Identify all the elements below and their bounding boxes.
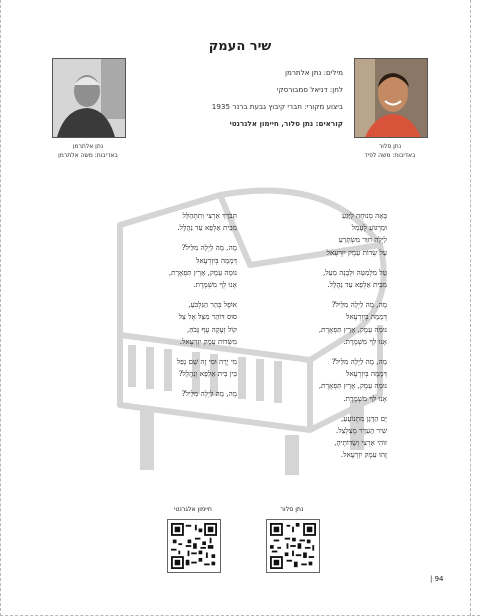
qr-code-natan-slor[interactable] [266,519,320,573]
original-performance-credit: ביצוע מקורי: חברי קיבוץ גבעת ברנר 1935 [211,102,343,111]
photo-natan-slor [354,58,428,138]
qr-code-icon [270,523,316,569]
caption-left [43,142,133,160]
credits-block [138,64,343,132]
stanza [112,242,237,291]
lyric-line: וּמַרְגּוֹעַ לֶעָמֵל [351,223,387,233]
photo-right-credit: באדיבות: משה לפיד [364,152,416,159]
lyric-line: קוֹל זְעָקָה עָף גָּבֹהַּ, [186,324,237,334]
stanza [112,356,237,380]
qr-code-icon [171,523,217,569]
lyric-line: נוּמָה עֵמֶק, אֶרֶץ תִּפְאֶרֶת, [168,267,237,277]
lyric-line: מִשְּׂדוֹת עֵמֶק יִזְרְעֶאל. [179,336,237,346]
photo-right-name: נתן סלור [378,143,402,150]
stanza [262,210,387,259]
portrait-older-man-icon [53,59,125,137]
lyric-line: מָה, מָה לַיְלָה מִלֵּילֹ? [331,357,387,367]
stanza [262,267,387,291]
lyric-line: בָּאָה מְנוּחָה לַיָּגֵעַ [342,211,387,220]
readers-credit: קוראים: נתן סלור, חיימון אלגרנטי [229,119,343,128]
lyric-line: אָנוּ לְךָ מִשְׁמֶרֶת. [343,393,387,403]
lyric-line: נוּמָה עֵמֶק, אֶרֶץ תִּפְאֶרֶת, [318,381,387,391]
qr-code-chaimon-elgranti[interactable] [167,519,221,573]
lyric-line: מָה, מָה לַיְלָה מִלֵּילֹ? [181,389,237,399]
photo-natan-alterman [52,58,126,138]
lyric-line: דְּמָמָה בְּיִזְרְעֶאל [345,312,387,322]
lyric-line: יָם הַדָּגָן מִתְנוֹעֵעַ, [341,413,387,423]
photo-left-name: נתן אלתרמן [72,143,104,150]
lyric-line: מִי יָרָה וּמִי זֶה שָׁם נָפַל [176,357,237,367]
lyric-line: אָנוּ לְךָ מִשְׁמֶרֶת. [343,336,387,346]
lyric-line: דְּמָמָה בְּיִזְרְעֶאל [195,255,237,265]
right-dashed-edge [470,0,471,616]
portrait-smiling-man-icon [355,59,427,137]
lyric-line: זֶהוּ עֵמֶק יִזְרְעֶאל. [340,450,387,460]
lyric-line: סוּס דּוֹהֵר מִצֵּל אֶל צֵל [178,312,237,322]
lyric-line: מָה, מָה לַיְלָה מִלֵּילֹ? [331,300,387,310]
qr-right-label: נתן סלור [280,506,304,513]
lyric-line: מִבֵּית אַלְפָא עַד נַהֲלָל. [327,280,387,290]
lyrics-credit: מילים: נתן אלתרמן [284,68,343,77]
lyric-line: שִׁיר הָעֵדֶר מְצַלְצֵל. [335,426,387,436]
lyric-line: עַל שְׂדוֹת עֵמֶק יִזְרְעֶאל [326,247,387,257]
lyrics-column-left [112,210,237,409]
song-title: שיר העמק [208,39,272,54]
page-number: | 94 [430,575,444,583]
left-dashed-edge [0,0,1,616]
stanza [112,388,237,400]
lyrics-column-right [262,210,387,470]
lyric-line: טַל מִלְּמַטָּה וּלְבָנָה מֵעַל, [322,267,387,277]
lyric-line: מִבֵּית אַלְפָא עַד נַהֲלָל. [177,223,237,233]
stanza [112,299,237,348]
lyric-line: דְּמָמָה בְּיִזְרְעֶאל [345,369,387,379]
stanza [112,210,237,234]
qr-left-label: חיימון אלגרנטי [174,506,212,513]
lyric-line: לַיְלָה חִוֵּר מִשְׂתָּרֵעַ [338,235,387,245]
lyric-line: בֵּין בֵּית אַלְפָא וְנַהֲלָל? [178,369,237,379]
melody-credit: לחן: דניאל סמבורסקי [276,85,343,94]
lyric-line: אָנוּ לְךָ מִשְׁמֶרֶת. [193,280,237,290]
lyric-line: אוֹפֶל בְּהַר הַגִּלְבֹּעַ, [188,300,237,310]
stanza [262,356,387,405]
stanza [262,299,387,348]
lyric-line: תְּבֹרַךְ אַרְצִי וְתִתְהַלָּל [182,211,237,220]
photo-left-credit: באדיבות: משה אלתרמן [58,152,118,159]
lyric-line: מָה, מָה לַיְלָה מִלֵּילֹ? [181,243,237,253]
lyric-line: נוּמָה עֵמֶק, אֶרֶץ תִּפְאֶרֶת, [318,324,387,334]
stanza [262,413,387,462]
caption-right [345,142,435,160]
lyric-line: זוֹהִי אַרְצִי וְשָׂדוֹתֶיהָ, [334,438,387,448]
